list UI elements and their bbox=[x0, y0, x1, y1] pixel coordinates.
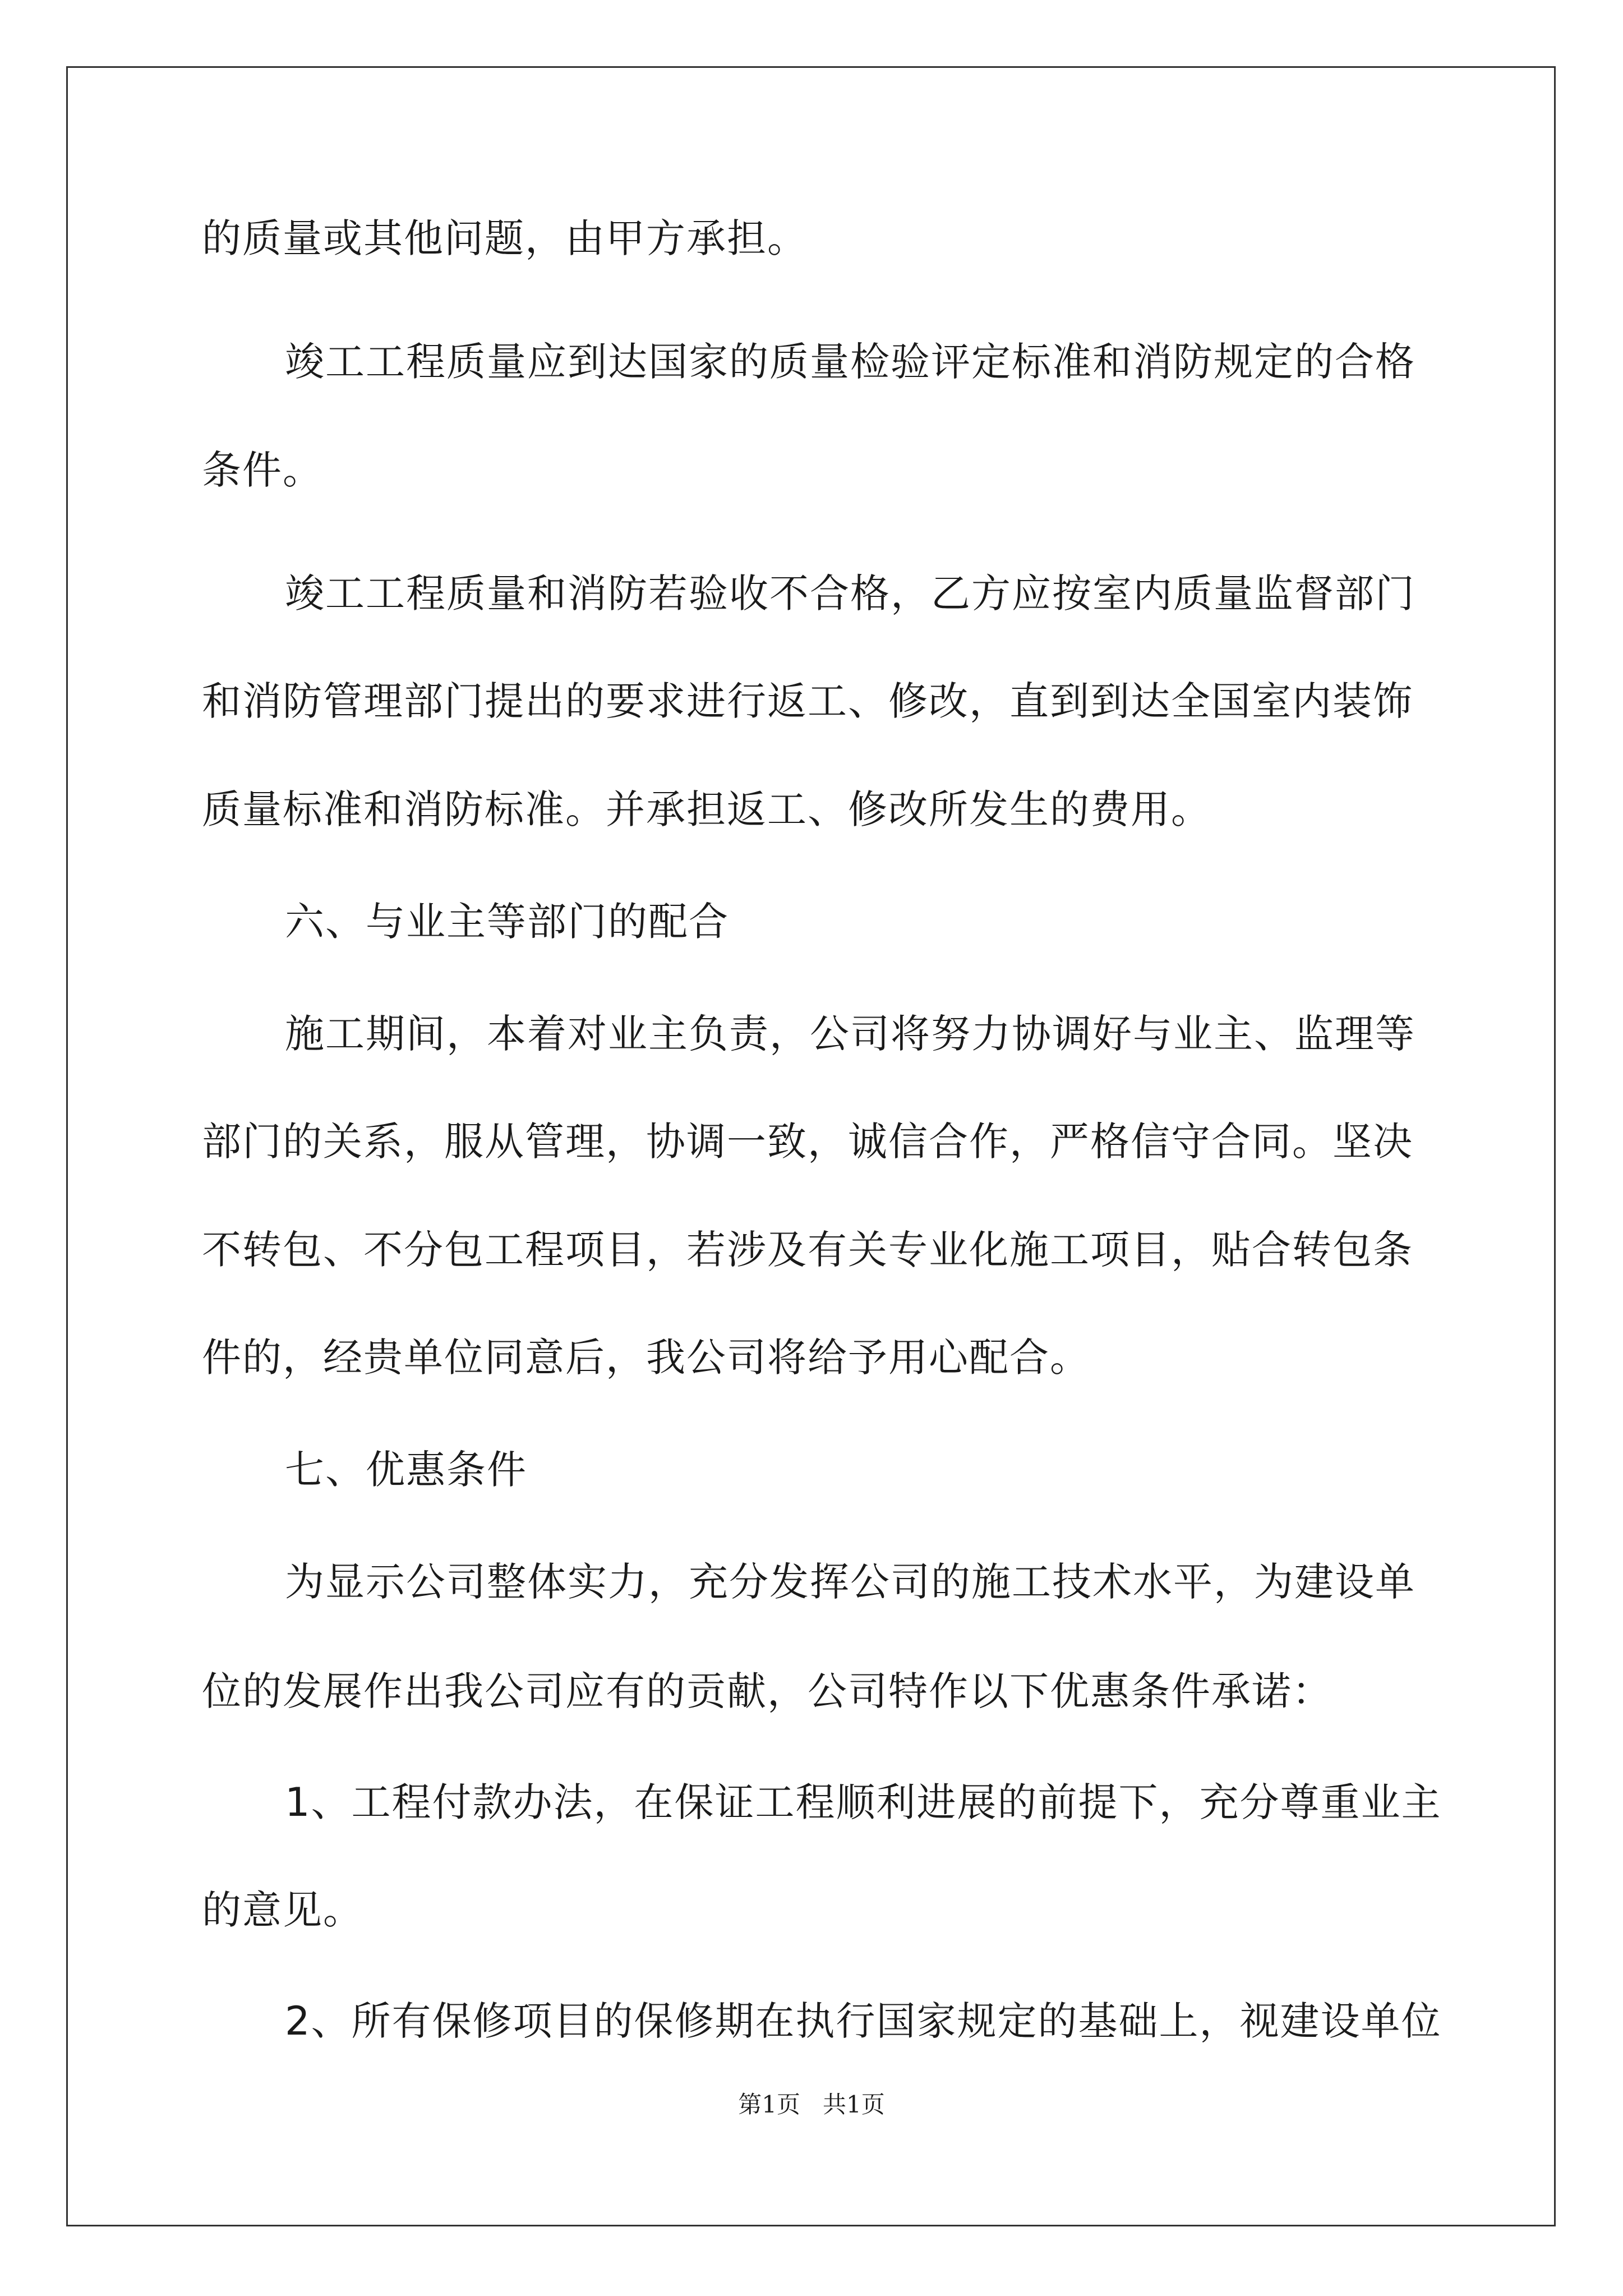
text-line: 竣工工程质量和消防若验收不合格，乙方应按室内质量监督部门 bbox=[285, 570, 1415, 616]
text-line: 的质量或其他问题，由甲方承担。 bbox=[202, 215, 808, 261]
text-line: 位的发展作出我公司应有的贡献，公司特作以下优惠条件承诺： bbox=[202, 1668, 1332, 1714]
text-line: 1、工程付款办法，在保证工程顺利进展的前提下，充分尊重业主 bbox=[285, 1779, 1442, 1825]
text-line: 为显示公司整体实力，充分发挥公司的施工技术水平，为建设单 bbox=[285, 1559, 1415, 1605]
text-line: 竣工工程质量应到达国家的质量检验评定标准和消防规定的合格 bbox=[285, 339, 1415, 385]
page-footer bbox=[0, 2088, 1623, 2122]
section-heading: 七、优惠条件 bbox=[285, 1447, 527, 1493]
section-heading: 六、与业主等部门的配合 bbox=[285, 899, 729, 945]
page-total: 共1页 bbox=[823, 2091, 885, 2118]
text-line: 条件。 bbox=[202, 447, 323, 493]
text-line: 的意见。 bbox=[202, 1887, 363, 1933]
text-line: 施工期间，本着对业主负责，公司将努力协调好与业主、监理等 bbox=[285, 1011, 1415, 1057]
text-line: 部门的关系，服从管理，协调一致，诚信合作，严格信守合同。坚决 bbox=[202, 1119, 1413, 1165]
page-number: 第1页 bbox=[738, 2091, 800, 2118]
text-line: 不转包、不分包工程项目，若涉及有关专业化施工项目，贴合转包条 bbox=[202, 1227, 1413, 1273]
text-line: 2、所有保修项目的保修期在执行国家规定的基础上，视建设单位 bbox=[285, 1998, 1442, 2044]
text-line: 和消防管理部门提出的要求进行返工、修改，直到到达全国室内装饰 bbox=[202, 678, 1413, 724]
text-line: 件的，经贵单位同意后，我公司将给予用心配合。 bbox=[202, 1335, 1090, 1381]
text-line: 质量标准和消防标准。并承担返工、修改所发生的费用。 bbox=[202, 786, 1211, 832]
